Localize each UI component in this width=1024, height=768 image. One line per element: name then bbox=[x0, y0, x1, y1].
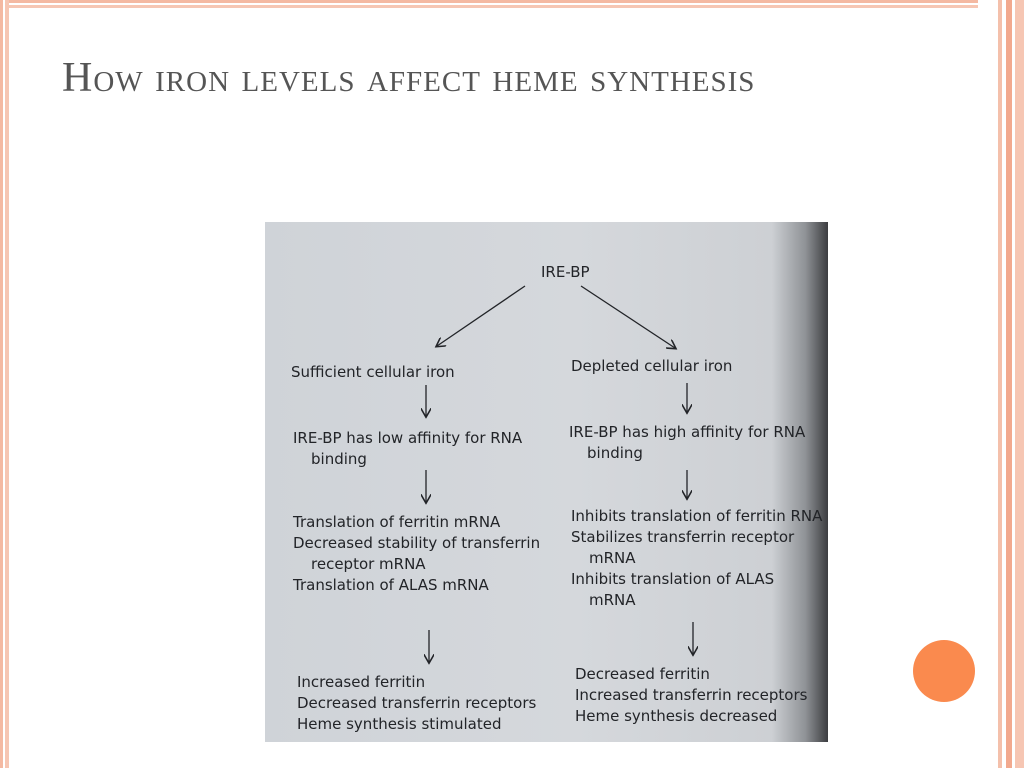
node-right-effect-4: Inhibits translation of ALAS bbox=[571, 570, 775, 588]
node-right-effect-1: Inhibits translation of ferritin RNA bbox=[571, 507, 823, 525]
arrow-root-left bbox=[437, 286, 525, 346]
node-left-outcome-2: Decreased transferrin receptors bbox=[297, 694, 537, 712]
node-left-affinity bbox=[293, 428, 522, 470]
node-left-affinity-line-1: IRE-BP has low affinity for RNA bbox=[293, 429, 523, 447]
slide-title: How iron levels affect heme synthesis bbox=[62, 55, 756, 101]
node-left-affinity-line-2: binding bbox=[311, 450, 367, 468]
iron-regulation-diagram bbox=[265, 222, 828, 742]
node-right-affinity-line-1: IRE-BP has high affinity for RNA bbox=[569, 423, 806, 441]
node-left-effects bbox=[293, 512, 540, 596]
slide-border-left bbox=[0, 0, 9, 768]
node-left-outcome-1: Increased ferritin bbox=[297, 673, 426, 691]
node-root: IRE-BP bbox=[541, 263, 590, 281]
node-right-affinity bbox=[569, 422, 805, 464]
node-left-outcome-3: Heme synthesis stimulated bbox=[297, 715, 502, 733]
node-left-effect-1: Translation of ferritin mRNA bbox=[293, 513, 501, 531]
node-left-effect-3: receptor mRNA bbox=[311, 555, 426, 573]
node-right-outcome-1: Decreased ferritin bbox=[575, 665, 710, 683]
node-right-effect-3: mRNA bbox=[589, 549, 636, 567]
node-left-outcomes bbox=[297, 672, 536, 735]
node-left-effect-2: Decreased stability of transferrin bbox=[293, 534, 541, 552]
slide-border-top bbox=[0, 0, 1024, 8]
node-right-condition: Depleted cellular iron bbox=[571, 357, 733, 375]
accent-circle bbox=[913, 640, 975, 702]
node-left-effect-4: Translation of ALAS mRNA bbox=[293, 576, 489, 594]
slide-border-right bbox=[978, 0, 1024, 768]
node-left-condition: Sufficient cellular iron bbox=[291, 363, 455, 381]
node-right-affinity-line-2: binding bbox=[587, 444, 643, 462]
node-right-outcome-2: Increased transferrin receptors bbox=[575, 686, 808, 704]
node-right-outcome-3: Heme synthesis decreased bbox=[575, 707, 778, 725]
node-right-effect-5: mRNA bbox=[589, 591, 636, 609]
arrow-root-right bbox=[581, 286, 675, 348]
node-right-effects bbox=[571, 506, 822, 611]
node-right-outcomes bbox=[575, 664, 807, 727]
node-right-effect-2: Stabilizes transferrin receptor bbox=[571, 528, 795, 546]
